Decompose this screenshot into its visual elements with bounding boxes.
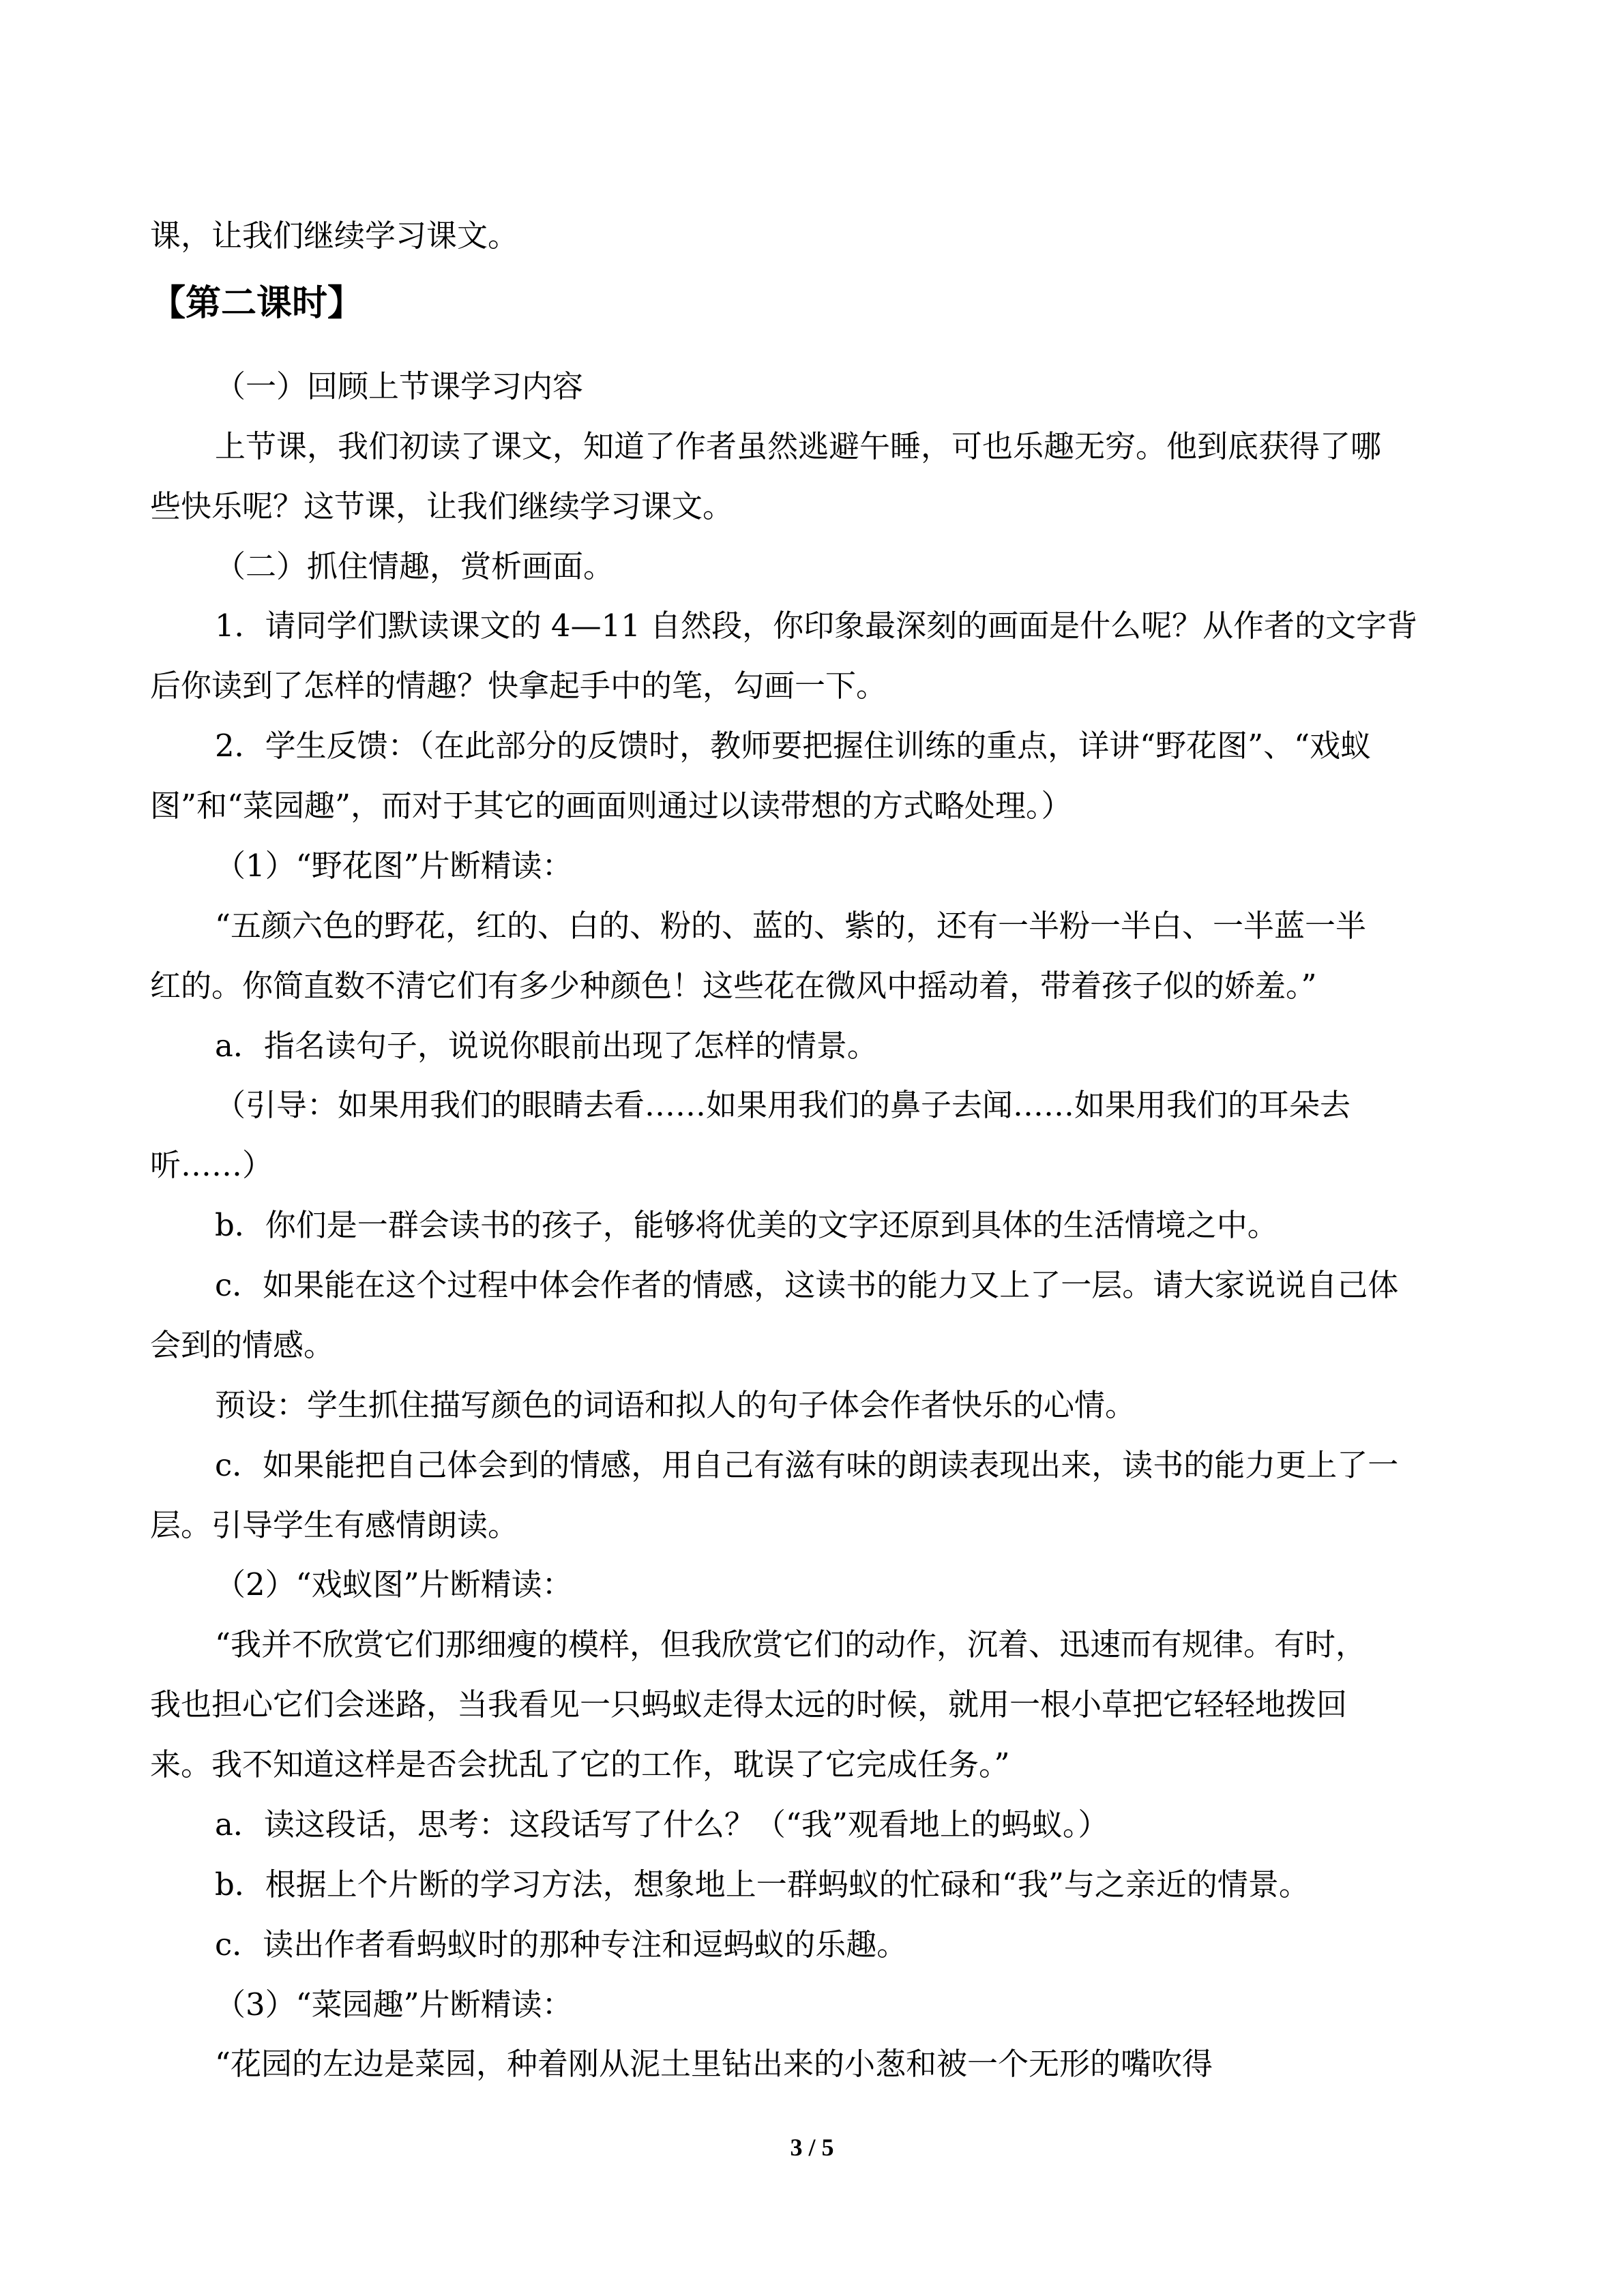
paragraph-line: “五颜六色的野花，红的、白的、粉的、蓝的、紫的，还有一半粉一半白、一半蓝一半: [215, 908, 1367, 944]
paragraph-line: （1）“野花图”片断精读：: [215, 848, 573, 884]
paragraph-line: （二）抓住情趣，赏析画面。: [215, 548, 615, 584]
paragraph-line: 红的。你简直数不清它们有多少种颜色！这些花在微风中摇动着，带着孩子似的娇羞。”: [150, 968, 1317, 1004]
paragraph-line: 上节课，我们初读了课文，知道了作者虽然逃避午睡，可也乐趣无穷。他到底获得了哪: [215, 428, 1382, 464]
section-title: 【第二课时】: [150, 282, 364, 324]
paragraph-line: b．根据上个片断的学习方法，想象地上一群蚂蚁的忙碌和“我”与之亲近的情景。: [215, 1866, 1310, 1903]
paragraph-line: 1．请同学们默读课文的 4—11 自然段，你印象最深刻的画面是什么呢？从作者的文字背: [215, 608, 1418, 644]
paragraph-line: （引导：如果用我们的眼睛去看……如果用我们的鼻子去闻……如果用我们的耳朵去: [215, 1087, 1351, 1123]
paragraph-line: c．如果能把自己体会到的情感，用自己有滋有味的朗读表现出来，读书的能力更上了一: [215, 1447, 1399, 1483]
paragraph-line: a．指名读句子，说说你眼前出现了怎样的情景。: [215, 1028, 878, 1064]
page-number: 3 / 5: [790, 2134, 834, 2161]
paragraph-line: 图”和“菜园趣”，而对于其它的画面则通过以读带想的方式略处理。）: [150, 788, 1072, 824]
paragraph-line: 预设：学生抓住描写颜色的词语和拟人的句子体会作者快乐的心情。: [215, 1387, 1136, 1423]
paragraph-line: 听……）: [150, 1147, 274, 1183]
paragraph-line: b．你们是一群会读书的孩子，能够将优美的文字还原到具体的生活情境之中。: [215, 1207, 1278, 1243]
paragraph-line: c．读出作者看蚂蚁时的那种专注和逗蚂蚁的乐趣。: [215, 1926, 908, 1963]
paragraph-line: “花园的左边是菜园，种着刚从泥土里钻出来的小葱和被一个无形的嘴吹得: [215, 2046, 1213, 2082]
paragraph-line: （一）回顾上节课学习内容: [215, 368, 584, 404]
paragraph-line: 2．学生反馈：（在此部分的反馈时，教师要把握住训练的重点，详讲“野花图”、“戏蚁: [215, 728, 1372, 764]
paragraph-line: 些快乐呢？这节课，让我们继续学习课文。: [150, 488, 734, 524]
paragraph-line: 后你读到了怎样的情趣？快拿起手中的笔，勾画一下。: [150, 668, 887, 704]
paragraph-line: 来。我不知道这样是否会扰乱了它的工作，耽误了它完成任务。”: [150, 1746, 1010, 1783]
paragraph-line: “我并不欣赏它们那细瘦的模样，但我欣赏它们的动作，沉着、迅速而有规律。有时，: [215, 1626, 1367, 1663]
paragraph-line: 会到的情感。: [150, 1327, 335, 1363]
paragraph-line: 我也担心它们会迷路，当我看见一只蚂蚁走得太远的时候，就用一根小草把它轻轻地拨回: [150, 1686, 1348, 1723]
paragraph-line: a．读这段话，思考：这段话写了什么？（“我”观看地上的蚂蚁。）: [215, 1806, 1109, 1843]
paragraph-line: （2）“戏蚁图”片断精读：: [215, 1566, 573, 1602]
paragraph-line: 层。引导学生有感情朗读。: [150, 1507, 519, 1543]
paragraph-line: 课，让我们继续学习课文。: [150, 218, 519, 254]
paragraph-line: （3）“菜园趣”片断精读：: [215, 1986, 573, 2023]
paragraph-line: c．如果能在这个过程中体会作者的情感，这读书的能力又上了一层。请大家说说自己体: [215, 1267, 1399, 1303]
